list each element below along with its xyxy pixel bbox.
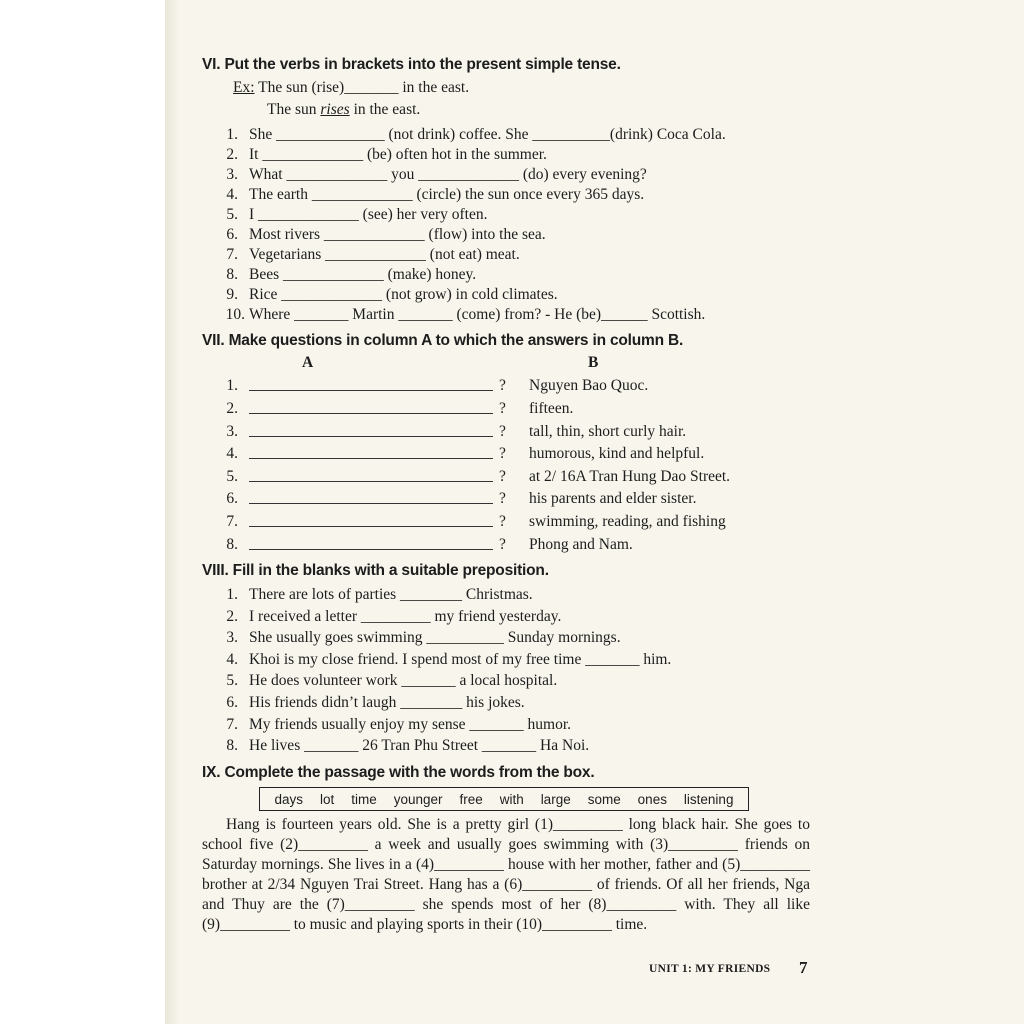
box-word: some [587, 791, 621, 807]
box-word: free [459, 791, 483, 807]
passage-text: Hang is fourteen years old. She is a pretty girl (1)_________ long black hair. She goes to school five (2)_________ a week and usually goes swimming with (3)_________ friends on Saturday mornings. She lives in a (4)_________ house with her mother, father and (5)_________ brother at 2/34 Nguyen Trai Street. Hang has a (6)_________ of friends. Of all her friends, Nga and Thuy are the (7)_________ she spends most of her (8)_________ with. They all like (9)_________ to music and playing sports in their (10)_________ time. [202, 816, 810, 933]
example-line-1 [233, 79, 469, 97]
box-word: large [540, 791, 571, 807]
item-number: 1. [226, 377, 238, 394]
question-mark: ? [499, 377, 506, 394]
box-word: time [351, 791, 377, 807]
box-word: with [499, 791, 524, 807]
question-mark: ? [499, 423, 506, 440]
box-word: listening [683, 791, 734, 807]
item-number: 6. [226, 490, 238, 507]
answer-blank [249, 390, 493, 391]
exercise-item: Bees _____________ (make) honey. [249, 266, 477, 283]
example-line-2 [267, 101, 420, 119]
item-number: 6. [226, 694, 238, 711]
item-number: 9. [226, 286, 238, 303]
answer-blank [249, 526, 493, 527]
exercise-item: She usually goes swimming __________ Sunday mornings. [249, 629, 621, 646]
running-footer-unit: UNIT 1: MY FRIENDS [649, 963, 771, 975]
item-number: 2. [226, 608, 238, 625]
box-word: ones [637, 791, 667, 807]
question-mark: ? [499, 445, 506, 462]
question-mark: ? [499, 490, 506, 507]
item-number: 3. [226, 629, 238, 646]
word-box [259, 787, 749, 811]
answer-blank [249, 549, 493, 550]
exercise-item: He does volunteer work _______ a local hospital. [249, 672, 558, 689]
exercise-item: Vegetarians _____________ (not eat) meat. [249, 246, 520, 263]
answer-blank [249, 481, 493, 482]
column-b-answer: at 2/ 16A Tran Hung Dao Street. [529, 468, 731, 485]
answer-blank [249, 503, 493, 504]
column-b-answer: humorous, kind and helpful. [529, 445, 705, 462]
exercise-item: Where _______ Martin _______ (come) from? - He (be)______ Scottish. [249, 306, 706, 323]
item-number: 8. [226, 266, 238, 283]
question-mark: ? [499, 468, 506, 485]
exercise-item: The earth _____________ (circle) the sun once every 365 days. [249, 186, 645, 203]
column-b-answer: fifteen. [529, 400, 574, 417]
item-number: 5. [226, 672, 238, 689]
item-number: 8. [226, 737, 238, 754]
item-number: 5. [226, 468, 238, 485]
item-number: 4. [226, 186, 238, 203]
item-number: 3. [226, 423, 238, 440]
exercise-item: She ______________ (not drink) coffee. She __________(drink) Coca Cola. [249, 126, 726, 143]
item-number: 4. [226, 651, 238, 668]
item-number: 5. [226, 206, 238, 223]
item-number: 2. [226, 146, 238, 163]
column-b-header: B [588, 354, 599, 371]
exercise-item: It _____________ (be) often hot in the summer. [249, 146, 547, 163]
answer-blank [249, 436, 493, 437]
item-number: 7. [226, 513, 238, 530]
page-number: 7 [799, 958, 808, 977]
item-number: 4. [226, 445, 238, 462]
exercise-item: I received a letter _________ my friend yesterday. [249, 608, 562, 625]
exercise-item: He lives _______ 26 Tran Phu Street _______ Ha Noi. [249, 737, 590, 754]
column-b-answer: Phong and Nam. [529, 536, 633, 553]
exercise-item: Rice _____________ (not grow) in cold climates. [249, 286, 558, 303]
section-6-heading: VI. Put the verbs in brackets into the present simple tense. [202, 56, 621, 73]
item-number: 10. [225, 306, 245, 323]
item-number: 7. [226, 246, 238, 263]
exercise-item: I _____________ (see) her very often. [249, 206, 488, 223]
answer-blank [249, 458, 493, 459]
column-a-header: A [302, 354, 314, 371]
exercise-item: There are lots of parties ________ Christmas. [249, 586, 533, 603]
item-number: 1. [226, 586, 238, 603]
item-number: 3. [226, 166, 238, 183]
section-8-heading: VIII. Fill in the blanks with a suitable preposition. [202, 562, 549, 579]
column-b-answer: Nguyen Bao Quoc. [529, 377, 649, 394]
answer-blank [249, 413, 493, 414]
column-b-answer: his parents and elder sister. [529, 490, 697, 507]
section-9-heading: IX. Complete the passage with the words from the box. [202, 764, 595, 781]
box-word: days [274, 791, 304, 807]
example-answer-verb: rises [320, 101, 350, 118]
question-mark: ? [499, 513, 506, 530]
column-b-answer: swimming, reading, and fishing [529, 513, 726, 530]
example-answer-start: The sun [267, 101, 321, 118]
item-number: 1. [226, 126, 238, 143]
example-label: Ex: [233, 79, 255, 96]
box-word: younger [393, 791, 443, 807]
item-number: 6. [226, 226, 238, 243]
passage [202, 815, 810, 935]
section-7-heading: VII. Make questions in column A to which the answers in column B. [202, 332, 684, 349]
example-answer-end: in the east. [349, 101, 421, 118]
box-word: lot [319, 791, 335, 807]
exercise-item: My friends usually enjoy my sense _______ humor. [249, 716, 572, 733]
question-mark: ? [499, 400, 506, 417]
exercise-item: What _____________ you _____________ (do) every evening? [249, 166, 647, 183]
exercise-item: Most rivers _____________ (flow) into the sea. [249, 226, 546, 243]
exercise-item: His friends didn’t laugh ________ his jokes. [249, 694, 525, 711]
exercise-item: Khoi is my close friend. I spend most of my free time _______ him. [249, 651, 672, 668]
example-question: The sun (rise)_______ in the east. [258, 79, 470, 96]
item-number: 8. [226, 536, 238, 553]
question-mark: ? [499, 536, 506, 553]
item-number: 7. [226, 716, 238, 733]
column-b-answer: tall, thin, short curly hair. [529, 423, 687, 440]
item-number: 2. [226, 400, 238, 417]
